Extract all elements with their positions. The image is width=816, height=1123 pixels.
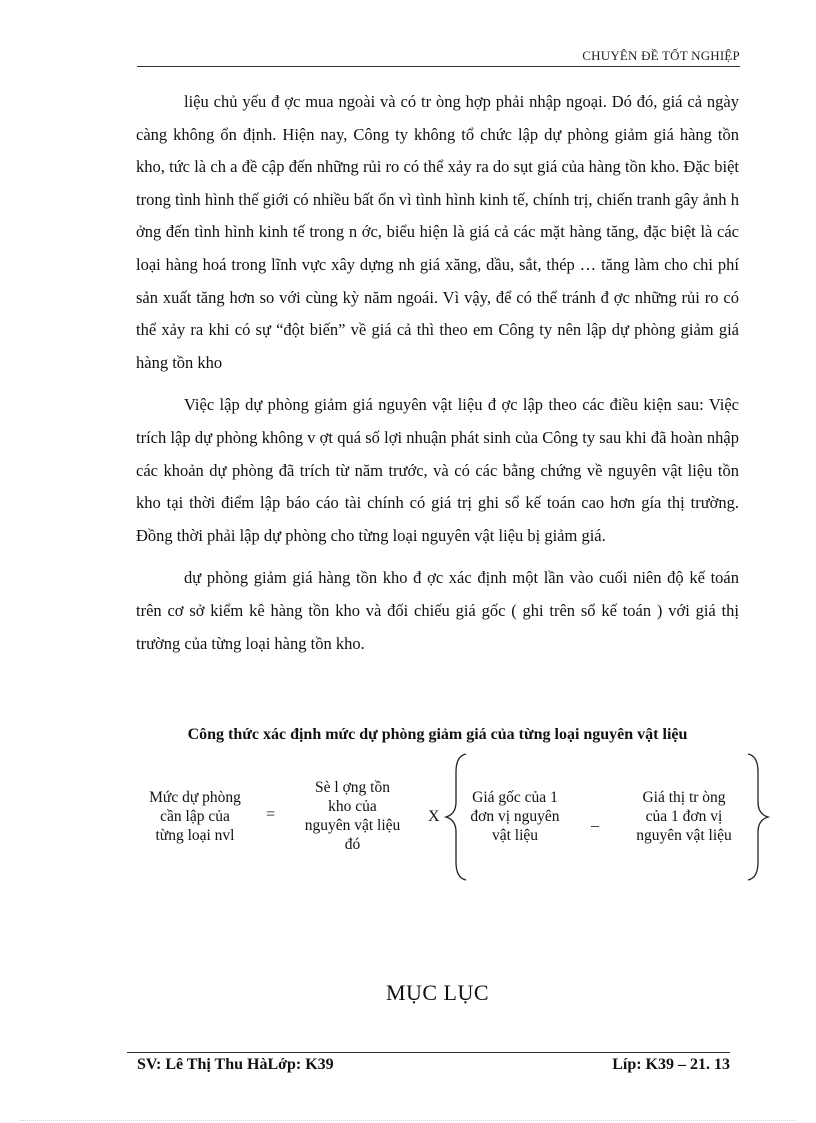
formula-market-line: nguyên vật liệu <box>636 827 732 844</box>
formula-lhs-line: từng loại nvl <box>155 827 235 844</box>
multiply-sign: X <box>428 808 440 825</box>
formula-cost-line: vật liệu <box>491 827 539 844</box>
formula-quantity <box>285 778 420 854</box>
formula-quantity-line: đó <box>344 836 361 853</box>
table-of-contents-title: MỤC LỤC <box>385 980 490 1005</box>
formula-title: Công thức xác định mức dự phòng giảm giá của từng loại nguyên vật liệu <box>187 726 688 743</box>
minus-sign: _ <box>591 812 599 829</box>
formula-quantity-line: kho của <box>328 798 377 815</box>
formula-quantity-line: Sè l ợng tồn <box>315 779 390 796</box>
formula-market <box>618 788 750 845</box>
paragraph-2: Việc lập dự phòng giảm giá nguyên vật liệu đ ợc lập theo các điều kiện sau: Việc trích lập dự phòng không v ợt quá số lợi nhuận phát sinh của Công ty sau khi đã hoàn nhập các khoản dự phòng đã trích từ năm trước, và có các bằng chứng về nguyên vật liệu tồn kho tại thời điểm lập báo cáo tài chính có giá trị ghi sổ kế toán cao hơn gía thị trường. Đồng thời phải lập dự phòng cho từng loại nguyên vật liệu bị giảm giá. <box>136 395 739 545</box>
formula-lhs-line: Mức dự phòng <box>149 789 241 806</box>
formula-market-line: của 1 đơn vị <box>645 808 723 825</box>
left-brace-shape <box>446 754 466 880</box>
right-brace-shape <box>748 754 768 880</box>
formula-lhs <box>130 788 260 845</box>
formula-cost <box>455 788 575 845</box>
page-boundary <box>20 1120 796 1121</box>
equals-sign: = <box>266 806 276 823</box>
footer-rule <box>127 1052 730 1053</box>
paragraph-3: dự phòng giảm giá hàng tồn kho đ ợc xác định một lần vào cuối niên độ kế toán trên cơ sở kiểm kê hàng tồn kho và đối chiếu giá gốc ( ghi trên sổ kế toán ) với giá thị trường của từng loại hàng tồn kho. <box>136 568 739 653</box>
formula-market-line: Giá thị tr òng <box>642 789 726 806</box>
formula-cost-line: Giá gốc của 1 <box>472 789 558 806</box>
paragraph-1: liệu chủ yếu đ ợc mua ngoài và có tr òng hợp phải nhập ngoại. Dó đó, giá cả ngày càng không ổn định. Hiện nay, Công ty không tổ chức lập dự phòng giảm giá hàng tồn kho, tức là ch a đề cập đến những rủi ro có thể xảy ra do sụt giá của hàng tồn kho. Đặc biệt trong tình hình thế giới có nhiều bất ổn vì tình hình kinh tế, chính trị, chiến tranh gây ảnh h ởng đến tình hình kinh tế trong n ớc, biểu hiện là giá cả các mặt hàng tăng, đặc biệt là các loại hàng hoá trong lĩnh vực xây dựng nh giá xăng, dầu, sắt, thép … tăng làm cho chi phí sản xuất tăng hơn so với cùng kỳ năm ngoái. Vì vậy, để có thể tránh đ ợc những rủi ro có thể xảy ra khi có sự “đột biến” về giá cả thì theo em Công ty nên lập dự phòng giảm giá hàng tồn kho <box>136 92 739 372</box>
header-rule <box>137 66 740 67</box>
page-header-title: CHUYÊN ĐỀ TỐT NGHIỆP <box>582 48 740 63</box>
footer-class: Líp: K39 – 21. 13 <box>612 1056 730 1073</box>
footer-student: SV: Lê Thị Thu HàLớp: K39 <box>137 1056 334 1073</box>
formula-lhs-line: cần lập của <box>160 808 230 825</box>
formula-cost-line: đơn vị nguyên <box>470 808 560 825</box>
formula-quantity-line: nguyên vật liệu <box>304 817 401 834</box>
document-body <box>136 86 739 670</box>
